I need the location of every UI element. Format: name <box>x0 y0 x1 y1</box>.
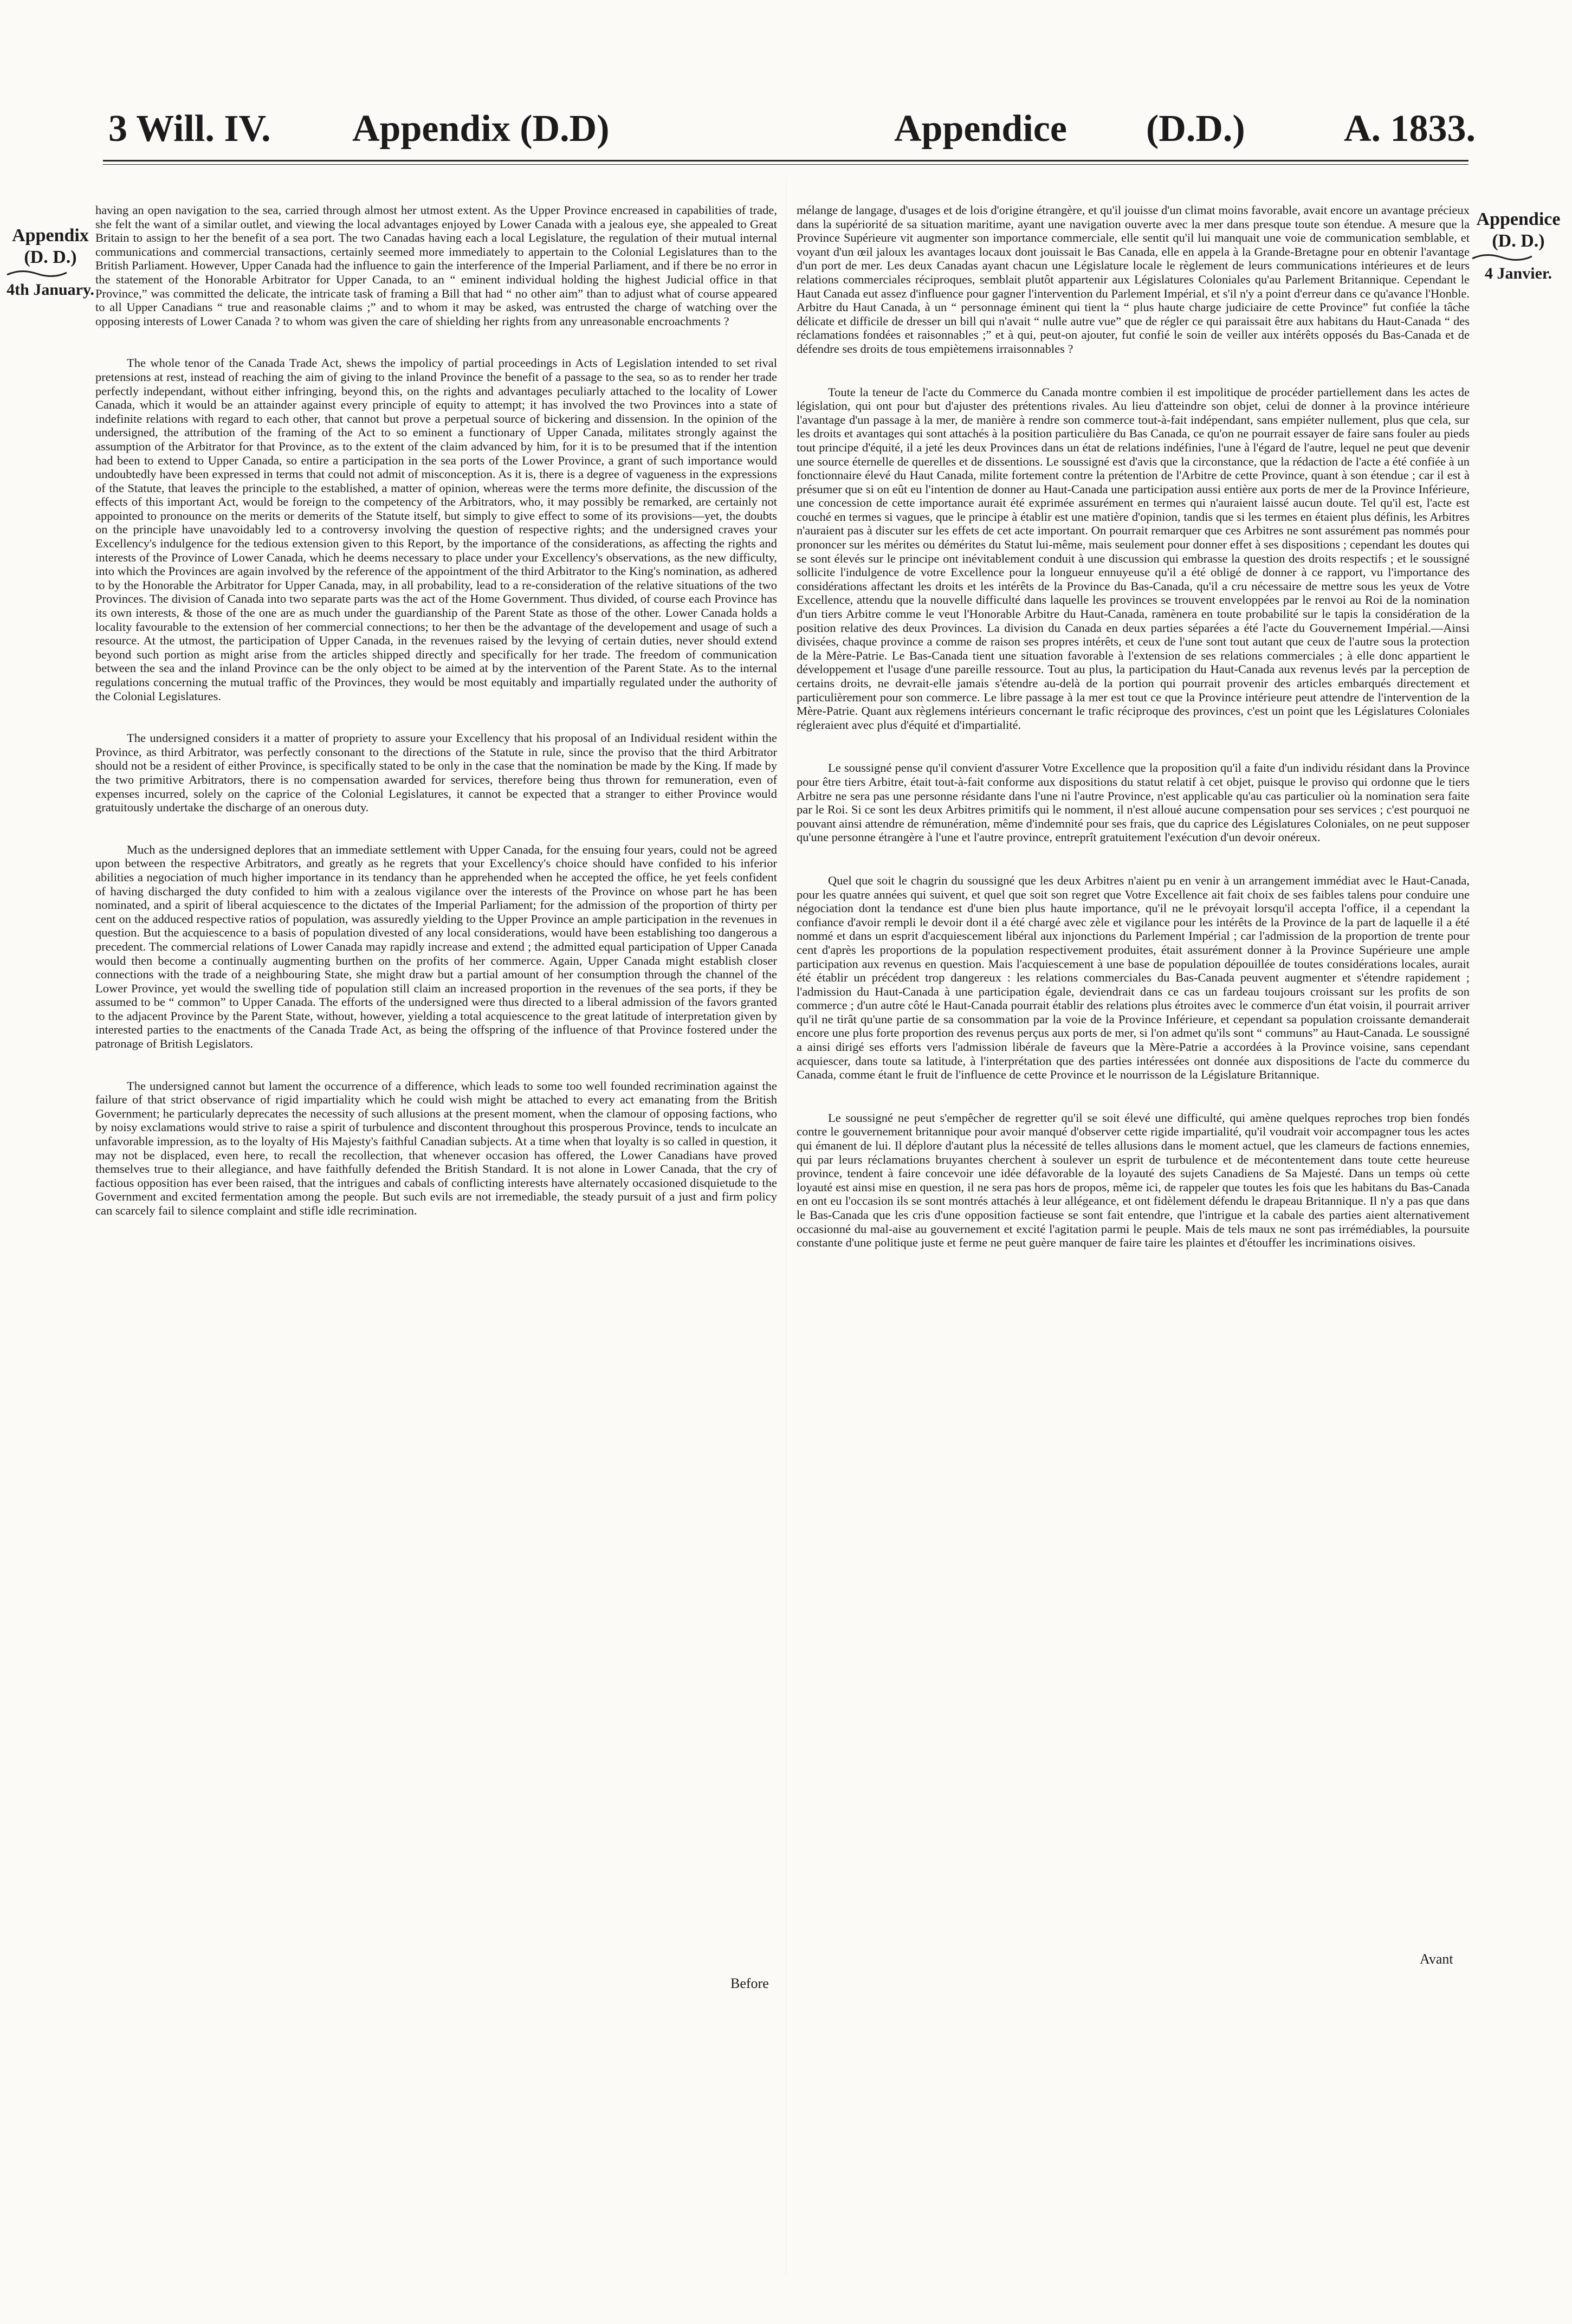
english-paragraph-3: The undersigned considers it a matter of propriety to assure your Excellency that his proposal of an Individual resident within the Province, as third Arbitrator, was perfectly consonant to the directions of the Statute in rule, since the proviso that the third Arbitrator should not be a resident of either Province, is specifically stated to be only in the case that the nomination be made by the King. If made by the two primitive Arbitrators, there is no compensation awarded for services, therefore being thus thrown for remuneration, even of expenses incurred, solely on the caprice of the Colonial Legislatures, it cannot be expected that a stranger to either Province would gratuitously undertake the discharge of an onerous duty. <box>95 731 777 815</box>
ornament-swash-icon <box>4 268 69 279</box>
right-margin-date: 4 Janvier. <box>1485 264 1552 282</box>
right-margin-label: Appendice <box>1476 209 1561 229</box>
ornament-swash-icon <box>1470 252 1535 263</box>
french-paragraph-1: mélange de langage, d'usages et de lois d'origine étrangère, et qu'il jouisse d'un climat moins favorable, avait encore un avantage précieux dans la supériorité de sa situation maritime, ayant une navigation ouverte avec la mer dans presque toute son étendue. A mesure que la Province Supérieure vit augmenter son importance commerciale, elle sentit qu'il lui manquait une voie de communication semblable, et voyant d'un œil jaloux les avantages locaux dont jouissait le Bas Canada, elle en appela à la Grande-Bretagne pour en obtenir l'avantage d'un port de mer. Les deux Canadas ayant chacun une Législature locale le règlement de leurs communications intérieures et de leurs relations commerciales réciproques, semblait plutôt appartenir aux Législatures Coloniales qu'au Parlement Britannique. Cependant le Haut Canada eut assez d'influence pour gagner l'intervention du Parlement Impérial, et s'il n'y a point d'erreur dans ce qu'avance l'Honble. Arbitre du Haut Canada, à un “ personnage éminent qui tient la “ plus haute charge judiciaire de cette Province” fut confiée la tâche délicate et difficile de dresser un bill qui n'avait “ nulle autre vue” que de régler ce qui paraissait être aux habitans du Haut-Canada “ des réclamations fondées et raisonnables ;” et à qui, peut-on ajouter, fut confié le soin de veiller aux intérêts opposés du Bas-Canada et de défendre ses droits de tous empiètemens irraisonnables ? <box>797 203 1470 356</box>
french-paragraph-5: Le soussigné ne peut s'empêcher de regretter qu'il se soit élevé une difficulté, qui amène quelques reproches trop bien fondés contre le gouvernement britannique pour avoir manqué d'observer cette rigide impartialité, qu'il voudrait voir accompagner tous les actes qui émanent de lui. Il déplore d'autant plus la nécessité de telles allusions dans le moment actuel, que les clameurs de factions ennemies, qui par leurs réclamations bruyantes cherchent à soulever un esprit de turbulence et de mécontentement dans toute cette heureuse province, tendent à faire concevoir une idée défavorable de la loyauté des sujets Canadiens de Sa Majesté. Dans un temps où cette loyauté est ainsi mise en question, il ne sera pas hors de propos, même ici, de rappeler que toutes les fois que les habitans du Bas-Canada en ont eu l'occasion ils se sont montrés attachés à leur allégeance, et ont fidèlement défendu le drapeau Britannique. Il n'y a pas que dans le Bas-Canada que les cris d'une opposition factieuse se sont fait entendre, que l'intrigue et la cabale des parties aient alternativement occasionné du mal-aise au gouvernement et excité l'agitation parmi le peuple. Mais de tels maux ne sont pas irrémédiables, la poursuite constante d'une politique juste et ferme ne peut guère manquer de faire taire les plaintes et d'étouffer les incriminations oisives. <box>797 1111 1470 1250</box>
header-rule-thick <box>103 160 1469 162</box>
french-appendix-title: Appendice <box>894 108 1067 150</box>
french-column <box>797 203 1470 1279</box>
english-paragraph-1: having an open navigation to the sea, carried through almost her utmost extent. As the Upper Province encreased in capabilities of trade, she felt the want of a similar outlet, and viewing the local advantages enjoyed by Lower Canada with a jealous eye, she appealed to Great Britain to assign to her the benefit of a sea port. The two Canadas having each a local Legislature, the regulation of their mutual internal communications and commercial transactions, certainly seemed more immediately to appertain to the Colonial Legislatures than to the British Parliament. However, Upper Canada had the influence to gain the interference of the Imperial Parliament, and if there be no error in the statement of the Honorable Arbitrator for Upper Canada, to an “ eminent individual holding the highest Judicial office in that Province,” was committed the delicate, the intricate task of framing a Bill that had “ no other aim” than to adjust what of course appeared to all Upper Canadians “ true and reasonable claims ;” and to whom it may be asked, was entrusted the charge of watching over the opposing interests of Lower Canada ? to whom was given the care of shielding her rights from any unreasonable encroachments ? <box>95 203 777 328</box>
volume-reference: 3 Will. IV. <box>108 108 271 150</box>
english-column <box>95 203 777 1246</box>
left-margin-label: Appendix <box>12 225 89 246</box>
left-margin-letters: (D. D.) <box>24 247 77 267</box>
french-paragraph-3: Le soussigné pense qu'il convient d'assurer Votre Excellence que la proposition qu'il a faite d'un individu résidant dans la Province pour être tiers Arbitre, était tout-à-fait conforme aux dispositions du statut relatif à cet objet, puisque le proviso qui ordonne que le tiers Arbitre ne sera pas une personne résidante dans l'une ni l'autre Province, n'est applicable qu'au cas particulier où la nomination sera faite par le Roi. Si ce sont les deux Arbitres primitifs qui le nomment, il n'est alloué aucune compensation pour ses services ; c'est pourquoi ne pouvant ainsi attendre de rémunération, même d'indemnité pour ses frais, que du caprice des Législatures Coloniales, on ne peut supposer qu'une personne étrangère à l'une et l'autre province, entreprît gratuitement l'exécution d'un devoir onéreux. <box>797 761 1470 844</box>
french-catchword: Avant <box>1420 1951 1453 1967</box>
header-rule-thin <box>103 164 1469 165</box>
right-margin-note <box>1470 209 1567 285</box>
english-paragraph-5: The undersigned cannot but lament the occurrence of a difference, which leads to some too well founded recrimination against the failure of that strict observance of rigid impartiality which he could wish might be attached to every act emanating from the British Government; he particularly deprecates the necessity of such allusions at the present moment, when the clamour of opposing factions, who by noisy exclamations would strive to raise a spirit of turbulence and discontent throughout this prosperous Province, tends to inculcate an unfavorable impression, as to the loyalty of His Majesty's faithful Canadian subjects. At a time when that loyalty is so called in question, it may not be displaced, even here, to recall the recollection, that whenever occasion has offered, the Lower Canadians have proved themselves true to their allegiance, and have faithfully defended the British Standard. It is not alone in Lower Canada, that the cry of factious opposition has ever been raised, that the intrigues and cabals of conflicting interests have alternately occasioned disquietude to the Government and excited fermentation among the people. But such evils are not irremediable, the steady pursuit of a just and firm policy can scarcely fail to silence complaint and stifle idle recrimination. <box>95 1079 777 1217</box>
french-paragraph-2: Toute la teneur de l'acte du Commerce du Canada montre combien il est impolitique de procéder partiellement dans les actes de législation, qui ont pour but d'ajuster des prétentions rivales. Au lieu d'atteindre son objet, celui de donner à la province intérieure l'avantage d'un passage à la mer, de manière à rendre son commerce tout-à-fait indépendant, sans empiéter nullement, plus que cela, sur les droits et avantages qui sont attachés à la position particulière du Bas Canada, ce qu'on ne pourrait essayer de faire sans fouler au pieds tout principe d'équité, il a jeté les deux Provinces dans un état de relations indéfinies, l'une à l'égard de l'autre, lequel ne peut que devenir une source éternelle de querelles et de dissentions. Le soussigné est d'avis que la circonstance, que la rédaction de l'acte a été confiée à un fonctionnaire élevé du Haut Canada, milite fortement contre la prétention de l'Arbitre de cette Province, quant à son étendue ; car il est à présumer que si on eût eu l'intention de donner au Haut-Canada une participation aussi entière aux ports de mer de la Province Inférieure, une concession de cette importance aurait été exprimée assurément en termes qui n'auraient laissé aucun doute. Tel qu'il est, l'acte est couché en termes si vagues, que le principe à établir est une matière d'opinion, tandis que si les termes en étaient plus définis, les Arbitres n'auraient pas à discuter sur les effets de cet acte important. On pourrait remarquer que ces Arbitres ne sont assurément pas nommés pour prononcer sur les mérites ou démérites du Statut lui-même, mais seulement pour donner effet à ses dispositions ; cependant les doutes qui se sont élevés sur le principe ont inévitablement conduit à une discussion qui embrasse la question des droits respectifs ; et le soussigné sollicite l'indulgence de votre Excellence pour la longueur ennuyeuse qu'il a été obligé de donner à ce rapport, vu l'importance des considérations affectant les droits et les intérêts de la Province du Bas-Canada, qu'il a cru nécessaire de mettre sous les yeux de Votre Excellence, attendu que la nouvelle difficulté dans laquelle les provinces se trouvent enveloppées par le renvoi au Roi de la nomination d'un tiers Arbitre comme le veut l'Honorable Arbitre du Haut-Canada, ramènera en toute probabilité sur le tapis la considération de la position relative des deux Provinces. La division du Canada en deux parties séparées a été l'acte du Gouvernement Impérial.—Ainsi divisées, chaque province a comme de raison ses propres intérêts, et ceux de l'une sont tout autant que ceux de l'autre sous la protection de la Mère-Patrie. Le Bas-Canada tient une situation favorable à l'extension de ses relations commerciales ; à elle donc appartient le développement et l'usage d'une pareille ressource. Tout au plus, la participation du Haut-Canada aux revenus levés par la perception de certains droits, ne devrait-elle jamais s'étendre au-delà de la portion qui pourrait provenir des articles embarqués directement et particulièrement pour son commerce. Le libre passage à la mer est tout ce que la Province intérieure peut attendre de l'intervention de la Mère-Patrie. Quant aux règlemens intérieurs concernant le trafic réciproque des provinces, c'est un point que les Législatures Coloniales régleraient avec plus d'équité et d'impartialité. <box>797 385 1470 732</box>
french-appendix-letters: (D.D.) <box>1146 108 1245 150</box>
english-catchword: Before <box>730 1976 769 1991</box>
year: A. 1833. <box>1344 108 1476 150</box>
english-paragraph-2: The whole tenor of the Canada Trade Act, shews the impolicy of partial proceedings in Acts of Legislation intended to set rival pretensions at rest, instead of reaching the aim of giving to the inland Province the benefit of a passage to the sea, so as to render her trade perfectly independant, without either infringing, beyond this, on the rights and advantages peculiarly attached to the locality of Lower Canada, which it would be an attainder against every principle of equity to attempt; it has involved the two Provinces into a state of indefinite relations with regard to each other, that cannot but prove a perpetual source of bickering and dissension. In the opinion of the undersigned, the attribution of the framing of the Act to so eminent a functionary of Upper Canada, militates strongly against the assumption of the Arbitrator for that Province, as to the extent of the claim advanced by him, for it is to be presumed that if the intention had been to extend to Upper Canada, so entire a participation in the sea ports of the Lower Province, a grant of such importance would undoubtedly have been expressed in terms that could not admit of misconception. As it is, there is a degree of vagueness in the expressions of the Statute, that leaves the principle to the established, a matter of opinion, whereas were the terms more definite, the discussion of the effects of this important Act, would be foreign to the competency of the Arbitrators, who, it may possibly be remarked, are certainly not appointed to pronounce on the merits or demerits of the Statute itself, but simply to give effect to some of its provisions—yet, the doubts on the principle have unavoidably led to a controversy involving the question of respective rights; and the undersigned craves your Excellency's indulgence for the tedious extension given to this Report, by the importance of the considerations, as affecting the rights and interests of the Province of Lower Canada, which he deems necessary to place under your Excellency's observations, as the new difficulty, into which the Provinces are again involved by the reference of the appointment of the third Arbitrator to the King's nomination, as adhered to by the Honorable the Arbitrator for Upper Canada, may, in all probability, lead to a re-consideration of the relative situations of the two Provinces. The division of Canada into two separate parts was the act of the Home Government. Thus divided, of course each Province has its own interests, & those of the one are as much under the guardianship of the Parent State as those of the other. Lower Canada holds a locality favourable to the extension of her commercial connections; to her then be the advantage of the developement and usage of such a resource. At the utmost, the participation of Upper Canada, in the revenues raised by the levying of certain duties, never should extend beyond such portion as might arise from the articles shipped directly and specifically for her trade. The freedom of communication between the sea and the inland Province can be the only object to be aimed at by the intervention of the Parent State. As to the internal regulations concerning the mutual traffic of the Provinces, they would be most equitably and impartially regulated under the authority of the Colonial Legislatures. <box>95 356 777 703</box>
french-paragraph-4: Quel que soit le chagrin du soussigné que les deux Arbitres n'aient pu en venir à un arrangement immédiat avec le Haut-Canada, pour les quatre années qui suivent, et quel que soit son regret que Votre Excellence ait fait choix de ses faibles talens pour conduire une négociation dont la tendance est d'une bien plus haute importance, qu'il ne le prévoyait lorsqu'il accepta l'office, il a cependant la confiance d'avoir rempli le devoir dont il a été chargé avec zèle et vigilance pour les intérêts de la Province de la part de laquelle il a été nommé et dans un esprit d'acquiescement libéral aux injonctions du Parlement Impérial ; car l'admission de la proportion de trente pour cent d'après les proportions de la population respectivement produites, était assurément donner à la Province Supérieure une ample participation aux revenus en question. Mais l'acquiescement à une base de population dépouillée de toutes considérations locales, aurait été établir un précédent trop dangereux : les relations commerciales du Bas-Canada peuvent augmenter et s'étendre rapidement ; l'admission du Haut-Canada à une participation égale, deviendrait dans ce cas un fardeau toujours croissant sur les profits de son commerce ; d'un autre côté le Haut-Canada pourrait établir des relations plus étroites avec le commerce d'un état voisin, il pourrait arriver qu'il ne tirât qu'une partie de sa consommation par la voie de la Province Inférieure, et cependant sa population croissante demanderait encore une plus forte proportion des revenus perçus aux ports de mer, si l'on admet qu'ils sont “ communs” au Haut-Canada. Le soussigné a ainsi dirigé ses efforts vers l'admission libérale de faveurs que la Mère-Patrie a accordées à la Province voisine, sans cependant acquiescer, dans toute sa latitude, à l'interprétation que des parties intéressées ont donnée aux dispositions de l'acte du commerce du Canada, comme étant le fruit de l'influence de cette Province et le nourrisson de la Législature Britannique. <box>797 873 1470 1082</box>
right-margin-letters: (D. D.) <box>1492 231 1545 251</box>
page-header <box>103 102 1476 156</box>
left-margin-date: 4th January. <box>7 281 94 299</box>
english-appendix-title: Appendix (D.D) <box>352 108 610 150</box>
english-paragraph-4: Much as the undersigned deplores that an immediate settlement with Upper Canada, for the ensuing four years, could not be agreed upon between the respective Arbitrators, and greatly as he regrets that your Excellency's choice should have confided to his inferior abilities a negociation of much higher importance in its tendancy than he apprehended when he accepted the office, he yet feels confident of having discharged the duty confided to him with a zealous vigilance over the interests of the Province on whose part he has been nominated, and a spirit of liberal acquiescence to the dictates of the Imperial Parliament; for the admission of the proportion of thirty per cent on the adduced respective ratios of population, was assuredly yielding to the Upper Province an ample participation in the revenues in question. But the acquiescence to a basis of population divested of any local considerations, would have been establishing too dangerous a precedent. The commercial relations of Lower Canada may rapidly increase and extend ; the admitted equal participation of Upper Canada would then become a continually augmenting burthen on the profits of her commerce. Again, Upper Canada might establish closer connections with the trade of a neighbouring State, she might draw but a partial amount of her consumption through the channel of the Lower Province, yet would the swelling tide of population still claim an increased proportion in the revenues of the sea ports, if they be assumed to be “ common” to Upper Canada. The efforts of the undersigned were thus directed to a liberal admission of the favors granted to the adjacent Province by the Parent State, without, however, yielding a total acquiescence to the great latitude of interpretation given by interested parties to the enactments of the Canada Trade Act, as being the offspring of the influence of that Province fostered under the patronage of British Legislators. <box>95 842 777 1051</box>
left-margin-note <box>4 225 96 301</box>
